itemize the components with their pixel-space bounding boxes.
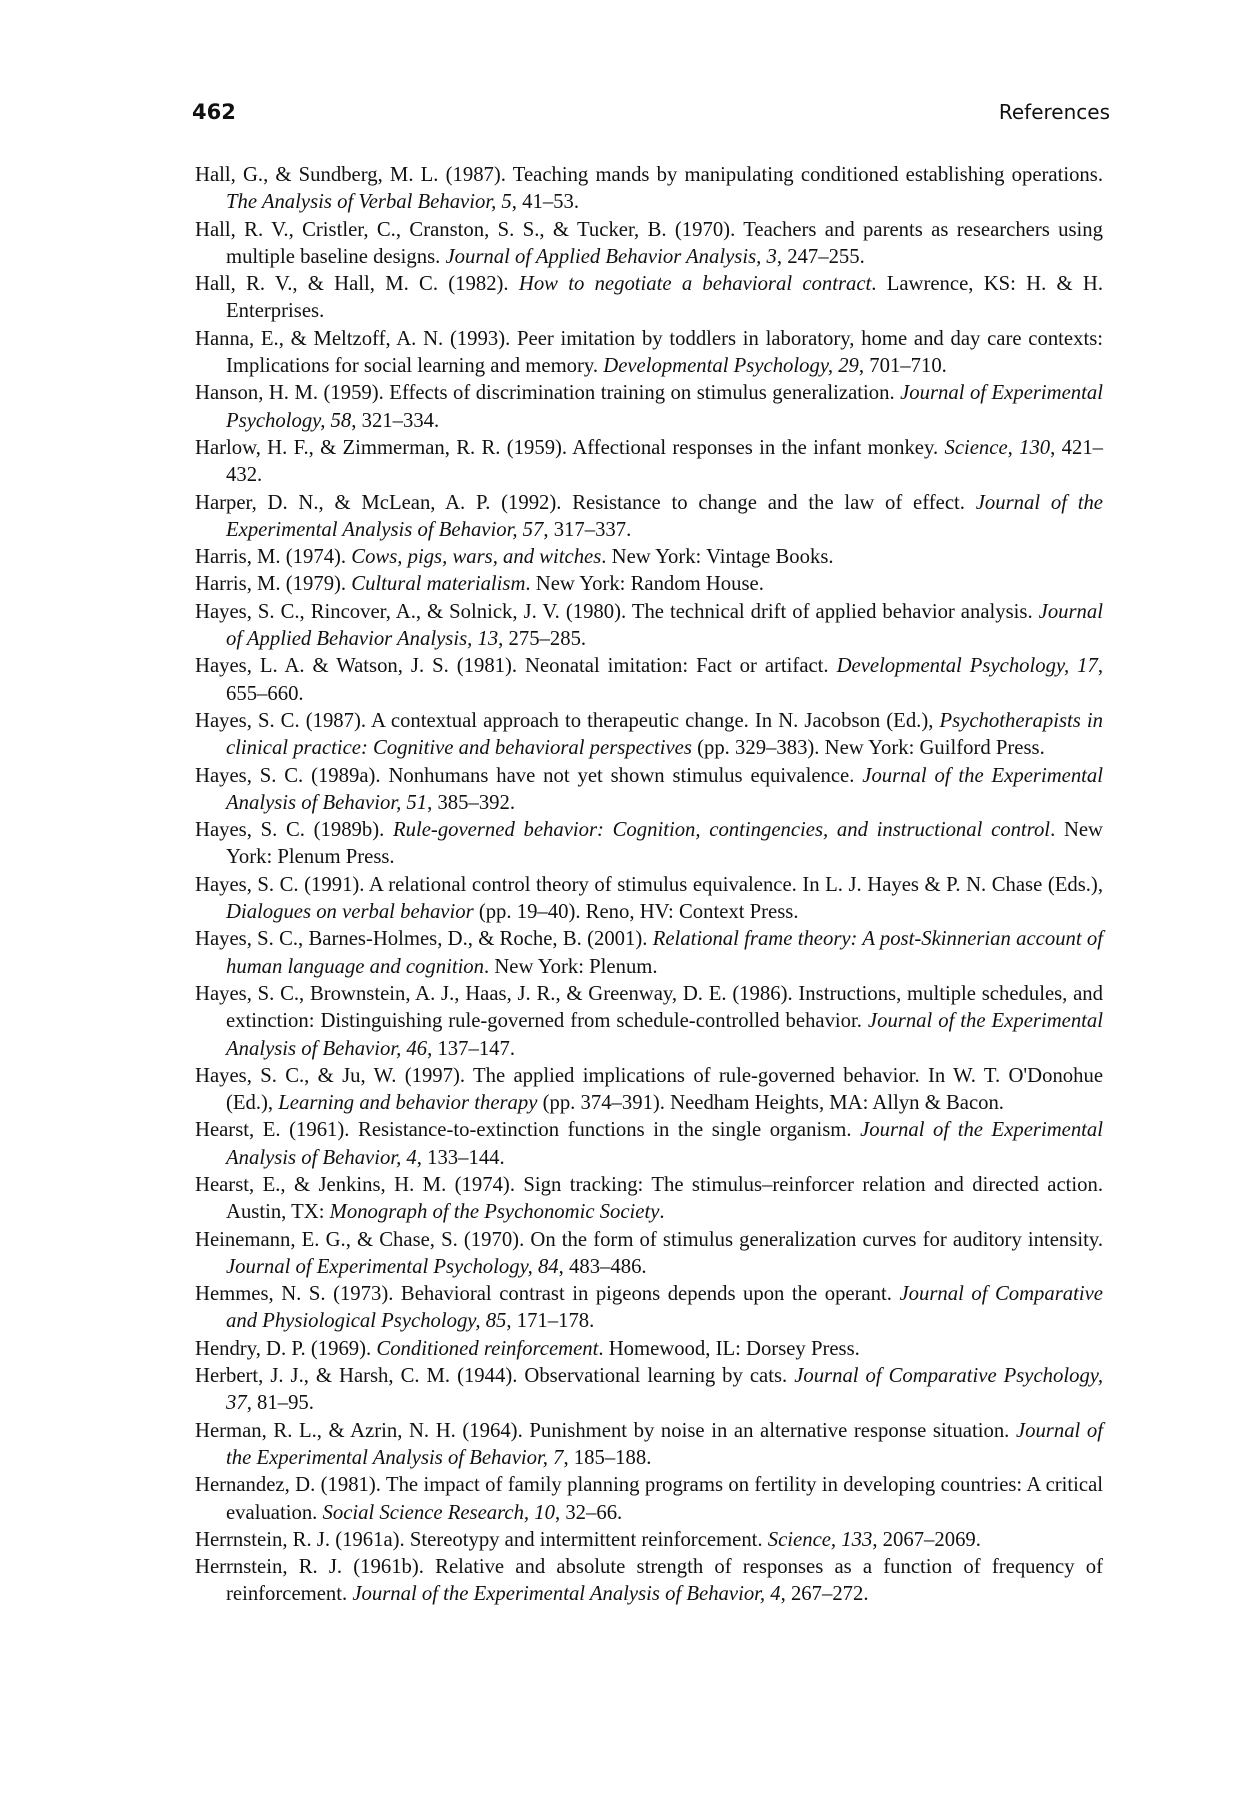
reference-text: Hayes, S. C., Barnes-Holmes, D., & Roche, B. (2001). — [195, 928, 653, 951]
reference-entry — [195, 599, 1103, 654]
reference-pages: . New York: Vintage Books. — [601, 546, 834, 569]
reference-pages: (pp. 374–391). Needham Heights, MA: Allyn & Bacon. — [537, 1092, 1004, 1115]
reference-source: How to negotiate a behavioral contract — [518, 273, 872, 296]
reference-pages: , 81–95. — [246, 1392, 314, 1415]
reference-text: Harris, M. (1979). — [195, 573, 352, 596]
reference-source: Developmental Psychology, 17 — [836, 655, 1098, 678]
reference-pages: . New York: Plenum Press. — [226, 819, 1104, 869]
reference-text: Herrnstein, R. J. (1961a). Stereotypy and intermittent reinforcement. — [195, 1528, 768, 1551]
reference-entry — [195, 271, 1103, 326]
reference-text: Hall, R. V., Cristler, C., Cranston, S. S., & Tucker, B. (1970). Teachers and parents as researchers using multiple baseline designs. — [195, 218, 1103, 268]
reference-entry — [195, 653, 1103, 708]
reference-pages: , 171–178. — [506, 1310, 595, 1333]
reference-entry — [195, 1117, 1103, 1172]
reference-source: Psychotherapists in clinical practice: Cognitive and behavioral perspectives — [226, 709, 1103, 760]
reference-text: Herman, R. L., & Azrin, N. H. (1964). Punishment by noise in an alternative response situation. — [195, 1419, 1016, 1442]
reference-pages: , 133–144. — [416, 1146, 505, 1169]
reference-source: The Analysis of Verbal Behavior, 5 — [226, 191, 512, 214]
reference-entry — [195, 926, 1103, 981]
reference-source: Relational frame theory: A post-Skinnerian account of human language and cognition — [226, 928, 1103, 978]
reference-pages: , 655–660. — [226, 655, 1103, 705]
reference-entry — [195, 544, 1103, 571]
reference-text: Hendry, D. P. (1969). — [195, 1337, 377, 1360]
reference-text: Hayes, L. A. & Watson, J. S. (1981). Neonatal imitation: Fact or artifact. — [195, 655, 837, 678]
reference-pages: . — [659, 1201, 665, 1224]
reference-source: Learning and behavior therapy — [278, 1092, 538, 1115]
reference-entry — [195, 872, 1103, 927]
reference-source: Journal of Applied Behavior Analysis, 13 — [226, 600, 1103, 651]
reference-source: Journal of Comparative Psychology, 37 — [226, 1365, 1104, 1415]
reference-entry — [195, 1554, 1103, 1609]
reference-source: Journal of the Experimental Analysis of Behavior, 7 — [226, 1419, 1103, 1469]
reference-pages: , 275–285. — [498, 628, 587, 651]
reference-entry — [195, 326, 1103, 381]
reference-list — [195, 162, 1103, 1609]
reference-text: Hayes, S. C., Rincover, A., & Solnick, J. V. (1980). The technical drift of applied behavior analysis. — [195, 600, 1039, 623]
reference-source: Rule-governed behavior: Cognition, contingencies, and instructional control — [393, 819, 1051, 842]
reference-source: Conditioned reinforcement — [376, 1337, 599, 1360]
reference-source: Journal of Comparative and Physiological Psychology, 85 — [226, 1283, 1103, 1333]
reference-source: Monograph of the Psychonomic Society — [329, 1201, 660, 1224]
reference-pages: , 421–432. — [226, 436, 1104, 487]
reference-text: Harris, M. (1974). — [195, 546, 352, 569]
reference-pages: . Lawrence, KS: H. & H. Enterprises. — [226, 273, 1103, 323]
reference-text: Harlow, H. F., & Zimmerman, R. R. (1959). Affectional responses in the infant monkey. — [195, 436, 945, 459]
reference-entry — [195, 763, 1103, 818]
reference-entry — [195, 981, 1103, 1063]
reference-text: Hearst, E., & Jenkins, H. M. (1974). Sign tracking: The stimulus–reinforcer relation and directed action. Austin, TX: — [195, 1173, 1103, 1224]
reference-entry — [195, 162, 1103, 217]
reference-source: Science, 130 — [944, 436, 1051, 459]
reference-text: Herbert, J. J., & Harsh, C. M. (1944). Observational learning by cats. — [195, 1365, 795, 1388]
reference-source: Journal of the Experimental Analysis of Behavior, 51 — [226, 764, 1103, 814]
reference-text: Hearst, E. (1961). Resistance-to-extinction functions in the single organism. — [195, 1119, 861, 1142]
reference-pages: , 32–66. — [554, 1501, 623, 1524]
reference-entry — [195, 380, 1103, 435]
reference-source: Social Science Research, 10 — [322, 1501, 555, 1524]
reference-entry — [195, 1472, 1103, 1527]
reference-text: Hernandez, D. (1981). The impact of family planning programs on fertility in developing countries: A critical evaluation. — [195, 1474, 1103, 1524]
reference-pages: . New York: Plenum. — [484, 955, 658, 978]
reference-text: Hayes, S. C. (1987). A contextual approach to therapeutic change. In N. Jacobson (Ed.), — [195, 709, 940, 732]
reference-pages: , 317–337. — [543, 518, 632, 541]
reference-source: Cows, pigs, wars, and witches — [351, 546, 602, 569]
reference-source: Journal of the Experimental Analysis of Behavior, 4 — [352, 1583, 781, 1606]
reference-text: Harper, D. N., & McLean, A. P. (1992). Resistance to change and the law of effect. — [195, 491, 976, 514]
reference-entry — [195, 571, 1103, 598]
page-number: 462 — [192, 100, 236, 124]
reference-entry — [195, 217, 1103, 272]
reference-text: Hanna, E., & Meltzoff, A. N. (1993). Peer imitation by toddlers in laboratory, home and day care contexts: Implications for social learning and memory. — [195, 327, 1103, 378]
reference-text: Hemmes, N. S. (1973). Behavioral contrast in pigeons depends upon the operant. — [195, 1283, 900, 1306]
reference-entry — [195, 1418, 1103, 1473]
reference-text: Hayes, S. C. (1989b). — [195, 819, 394, 842]
page-header — [192, 100, 1110, 124]
reference-pages: , 41–53. — [511, 191, 580, 214]
reference-pages: , 2067–2069. — [872, 1528, 981, 1551]
reference-source: Journal of Experimental Psychology, 84 — [226, 1255, 559, 1278]
reference-entry — [195, 1527, 1103, 1554]
reference-pages: , 385–392. — [427, 791, 516, 814]
reference-pages: , 701–710. — [858, 355, 947, 378]
reference-entry — [195, 1227, 1103, 1282]
reference-text: Hayes, S. C. (1991). A relational control theory of stimulus equivalence. In L. J. Hayes & P. N. Chase (Eds.), — [195, 873, 1103, 896]
reference-pages: , 321–334. — [351, 409, 440, 432]
reference-entry — [195, 490, 1103, 545]
reference-source: Dialogues on verbal behavior — [226, 901, 474, 924]
reference-text: Hayes, S. C., Brownstein, A. J., Haas, J. R., & Greenway, D. E. (1986). Instructions, multiple schedules, and extinction: Distinguishing rule-governed from schedule-controlled behavior. — [195, 982, 1103, 1033]
reference-pages: , 267–272. — [780, 1583, 869, 1606]
reference-source: Journal of the Experimental Analysis of Behavior, 4 — [226, 1119, 1104, 1169]
reference-text: Hanson, H. M. (1959). Effects of discrimination training on stimulus generalization. — [195, 382, 901, 405]
reference-text: Hall, R. V., & Hall, M. C. (1982). — [195, 273, 519, 296]
reference-text: Heinemann, E. G., & Chase, S. (1970). On the form of stimulus generalization curves for auditory intensity. — [195, 1228, 1103, 1251]
reference-pages: , 483–486. — [558, 1255, 647, 1278]
reference-pages: . Homewood, IL: Dorsey Press. — [598, 1337, 860, 1360]
reference-entry — [195, 1281, 1103, 1336]
reference-pages: (pp. 329–383). New York: Guilford Press. — [691, 737, 1045, 760]
reference-source: Journal of Experimental Psychology, 58 — [226, 382, 1103, 432]
running-head: References — [998, 100, 1110, 124]
reference-text: Hayes, S. C., & Ju, W. (1997). The applied implications of rule-governed behavior. In W. T. O'Donohue (Ed.), — [195, 1064, 1103, 1115]
reference-entry — [195, 708, 1103, 763]
reference-source: Journal of the Experimental Analysis of Behavior, 57 — [226, 491, 1103, 541]
reference-entry — [195, 1172, 1103, 1227]
reference-entry — [195, 1363, 1103, 1418]
reference-source: Developmental Psychology, 29 — [603, 355, 859, 378]
reference-source: Science, 133 — [767, 1528, 873, 1551]
reference-pages: . New York: Random House. — [525, 573, 764, 596]
reference-entry — [195, 1063, 1103, 1118]
reference-entry — [195, 1336, 1103, 1363]
reference-source: Journal of Applied Behavior Analysis, 3 — [445, 245, 777, 268]
reference-source: Journal of the Experimental Analysis of Behavior, 46 — [226, 1010, 1103, 1060]
reference-source: Cultural materialism — [351, 573, 526, 596]
reference-pages: , 247–255. — [776, 245, 865, 268]
reference-pages: (pp. 19–40). Reno, HV: Context Press. — [473, 901, 799, 924]
reference-text: Herrnstein, R. J. (1961b). Relative and absolute strength of responses as a function of frequency of reinforcement. — [195, 1556, 1103, 1606]
reference-entry — [195, 817, 1103, 872]
reference-pages: , 137–147. — [427, 1037, 516, 1060]
reference-entry — [195, 435, 1103, 490]
reference-pages: , 185–188. — [563, 1446, 652, 1469]
reference-text: Hall, G., & Sundberg, M. L. (1987). Teaching mands by manipulating conditioned establishing operations. — [195, 164, 1103, 186]
reference-text: Hayes, S. C. (1989a). Nonhumans have not yet shown stimulus equivalence. — [195, 764, 863, 787]
